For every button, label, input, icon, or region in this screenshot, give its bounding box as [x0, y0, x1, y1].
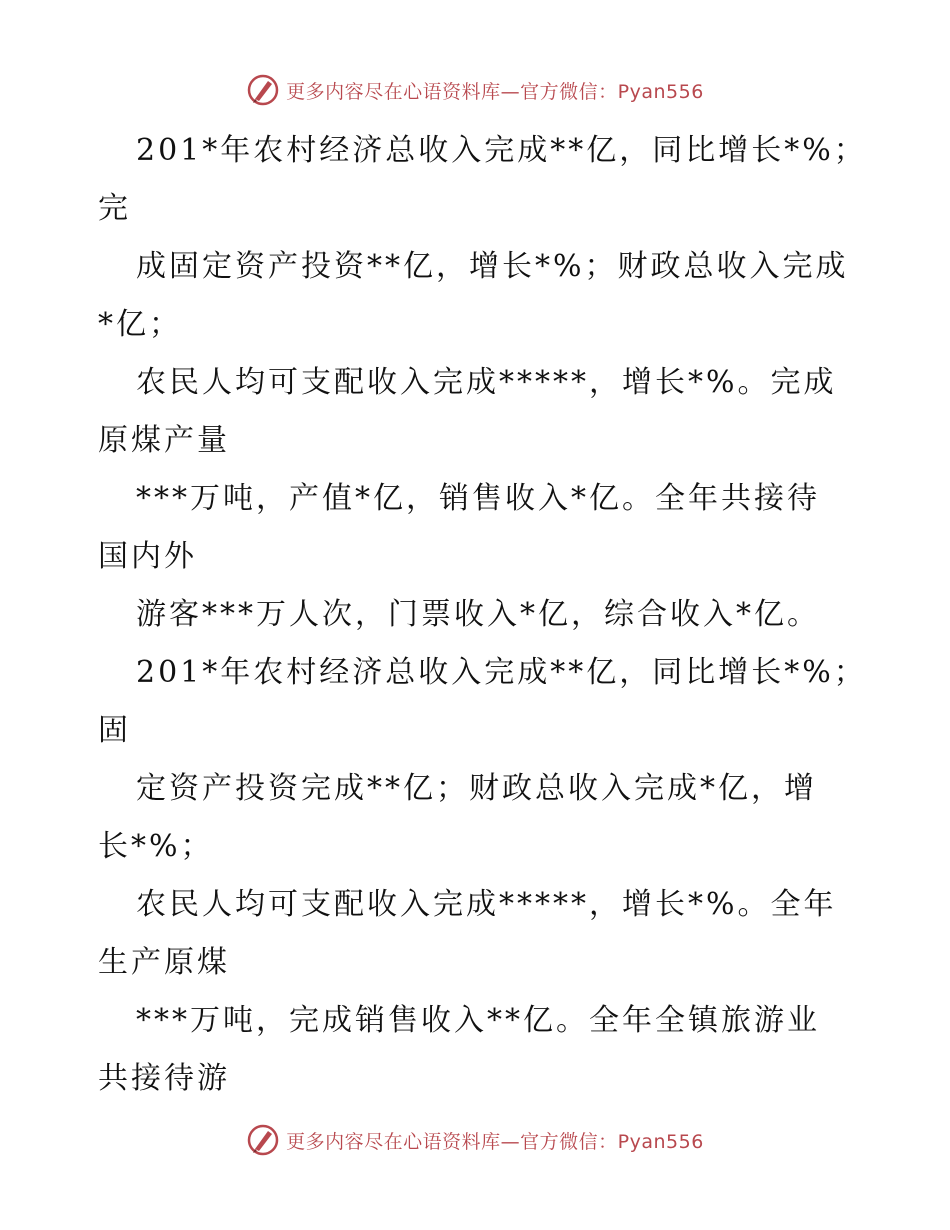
paragraph-line: 农民人均可支配收入完成*****，增长*%。完成 [136, 365, 837, 400]
footer-banner [0, 1120, 950, 1160]
paragraph-line: 长*%； [98, 829, 214, 864]
document-body [98, 122, 867, 1108]
paragraph-line: *亿； [98, 307, 182, 342]
paragraph-line: 定资产投资完成**亿；财政总收入完成*亿，增 [136, 771, 817, 806]
paragraph-line: 完 [98, 191, 131, 226]
paragraph-line: 原煤产量 [98, 423, 230, 458]
paragraph-line: 固 [98, 713, 131, 748]
banner-text: 更多内容尽在心语资料库—官方微信：Pyan556 [286, 80, 704, 103]
quill-pen-logo-icon [246, 73, 280, 107]
paragraph-line: 生产原煤 [98, 945, 230, 980]
paragraph-line: ***万吨，产值*亿，销售收入*亿。全年共接待 [136, 481, 820, 516]
paragraph-line: 201*年农村经济总收入完成**亿，同比增长*%； [136, 133, 867, 168]
banner-text: 更多内容尽在心语资料库—官方微信：Pyan556 [286, 1130, 704, 1153]
paragraph-line: ***万吨，完成销售收入**亿。全年全镇旅游业 [136, 1003, 820, 1038]
paragraph-line: 成固定资产投资**亿，增长*%；财政总收入完成 [136, 249, 849, 284]
paragraph-line: 农民人均可支配收入完成*****，增长*%。全年 [136, 887, 837, 922]
paragraph-line: 游客***万人次，门票收入*亿，综合收入*亿。 [136, 597, 820, 632]
quill-pen-logo-icon [246, 1123, 280, 1157]
paragraph-line: 共接待游 [98, 1061, 230, 1096]
paragraph-line: 201*年农村经济总收入完成**亿，同比增长*%； [136, 655, 867, 690]
paragraph-line: 国内外 [98, 539, 197, 574]
header-banner [0, 70, 950, 110]
